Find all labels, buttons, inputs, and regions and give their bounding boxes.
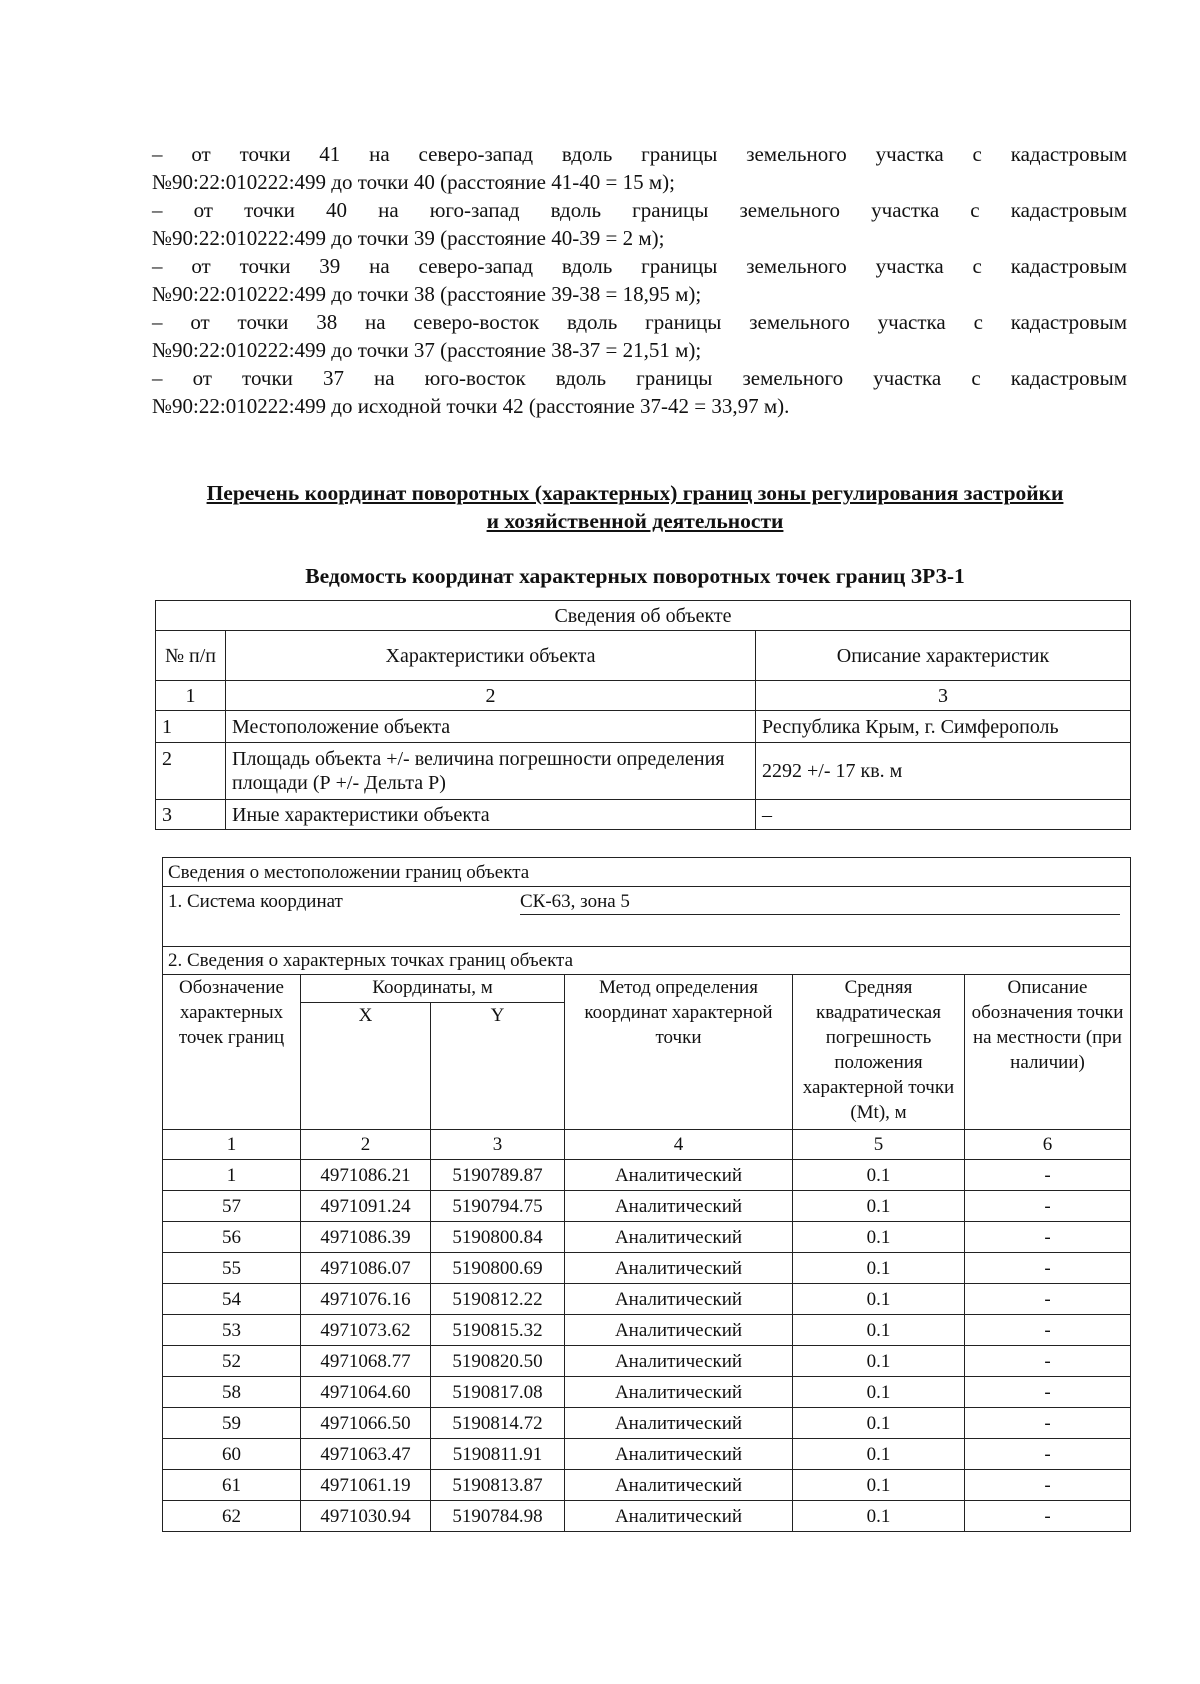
method: Аналитический xyxy=(565,1160,793,1191)
point-description: - xyxy=(965,1222,1131,1253)
row-description: Республика Крым, г. Симферополь xyxy=(756,711,1131,743)
table-row xyxy=(156,743,1131,800)
object-info-table xyxy=(155,600,1131,830)
points-title: 2. Сведения о характерных точках границ объекта xyxy=(163,947,1131,975)
table-row xyxy=(163,1191,1131,1222)
header-coordinates: Координаты, м xyxy=(301,975,565,1003)
coord-system-label: 1. Система координат xyxy=(168,890,343,912)
segment-line-1: – от точки 40 на юго-запад вдоль границы земельного участка с кадастровым xyxy=(152,198,1127,222)
method: Аналитический xyxy=(565,1346,793,1377)
point-description: - xyxy=(965,1439,1131,1470)
header-x: X xyxy=(301,1003,431,1130)
coord-y: 5190817.08 xyxy=(431,1377,565,1408)
method: Аналитический xyxy=(565,1253,793,1284)
coord-system-row xyxy=(163,887,1131,917)
mean-error: 0.1 xyxy=(793,1439,965,1470)
section-heading-line-2: и хозяйственной деятельности xyxy=(486,509,784,533)
header-point-description: Описание обозначения точки на местности (при наличии) xyxy=(965,975,1131,1130)
index-cell: 6 xyxy=(965,1130,1131,1160)
method: Аналитический xyxy=(565,1501,793,1532)
coord-x: 4971066.50 xyxy=(301,1408,431,1439)
points-title-row xyxy=(163,947,1131,975)
segment-line-1: – от точки 38 на северо-восток вдоль границы земельного участка с кадастровым xyxy=(152,310,1127,334)
segment-line-2: №90:22:010222:499 до точки 38 (расстояние 39-38 = 18,95 м); xyxy=(152,282,702,306)
point-description: - xyxy=(965,1470,1131,1501)
row-num: 1 xyxy=(156,711,226,743)
mean-error: 0.1 xyxy=(793,1377,965,1408)
boundary-segment xyxy=(152,252,1127,308)
coord-x: 4971091.24 xyxy=(301,1191,431,1222)
table-row xyxy=(163,1160,1131,1191)
row-characteristic: Иные характеристики объекта xyxy=(226,800,756,830)
header-description: Описание характеристик xyxy=(756,631,1131,681)
coord-y: 5190813.87 xyxy=(431,1470,565,1501)
table-row xyxy=(163,1284,1131,1315)
coord-y: 5190820.50 xyxy=(431,1346,565,1377)
boundary-points-table xyxy=(162,857,1131,1532)
coord-system-value: СК-63, зона 5 xyxy=(520,889,1120,915)
point-description: - xyxy=(965,1160,1131,1191)
point-number: 55 xyxy=(163,1253,301,1284)
table-row xyxy=(163,1501,1131,1532)
table-row xyxy=(156,711,1131,743)
header-method: Метод определения координат характерной точки xyxy=(565,975,793,1130)
mean-error: 0.1 xyxy=(793,1470,965,1501)
boundary-segment xyxy=(152,140,1127,196)
index-cell: 4 xyxy=(565,1130,793,1160)
coord-x: 4971064.60 xyxy=(301,1377,431,1408)
point-number: 62 xyxy=(163,1501,301,1532)
mean-error: 0.1 xyxy=(793,1501,965,1532)
coord-y: 5190811.91 xyxy=(431,1439,565,1470)
point-number: 59 xyxy=(163,1408,301,1439)
segment-line-2: №90:22:010222:499 до точки 37 (расстояние 38-37 = 21,51 м); xyxy=(152,338,702,362)
header-y: Y xyxy=(431,1003,565,1130)
row-num: 3 xyxy=(156,800,226,830)
mean-error: 0.1 xyxy=(793,1253,965,1284)
coord-x: 4971086.07 xyxy=(301,1253,431,1284)
mean-error: 0.1 xyxy=(793,1191,965,1222)
header-error: Средняя квадратическая погрешность положения характерной точки (Mt), м xyxy=(793,975,965,1130)
table-row xyxy=(163,1222,1131,1253)
point-number: 52 xyxy=(163,1346,301,1377)
method: Аналитический xyxy=(565,1470,793,1501)
coord-x: 4971063.47 xyxy=(301,1439,431,1470)
row-description: 2292 +/- 17 кв. м xyxy=(756,743,1131,800)
coord-x: 4971030.94 xyxy=(301,1501,431,1532)
header-num: № п/п xyxy=(156,631,226,681)
segment-line-2: №90:22:010222:499 до точки 40 (расстояние 41-40 = 15 м); xyxy=(152,170,675,194)
coord-y: 5190800.84 xyxy=(431,1222,565,1253)
mean-error: 0.1 xyxy=(793,1284,965,1315)
object-table-title-row xyxy=(156,601,1131,631)
segment-line-1: – от точки 37 на юго-восток вдоль границы земельного участка с кадастровым xyxy=(152,366,1127,390)
boundary-description xyxy=(152,140,1127,420)
index-cell: 1 xyxy=(163,1130,301,1160)
boundary-segment xyxy=(152,364,1127,420)
section-heading xyxy=(140,479,1130,535)
row-num: 2 xyxy=(156,743,226,800)
object-table-index-row xyxy=(156,681,1131,711)
table-row xyxy=(156,800,1131,830)
coord-y: 5190814.72 xyxy=(431,1408,565,1439)
segment-line-2: №90:22:010222:499 до исходной точки 42 (расстояние 37-42 = 33,97 м). xyxy=(152,394,790,418)
boundary-segment xyxy=(152,196,1127,252)
table-row xyxy=(163,1408,1131,1439)
point-number: 53 xyxy=(163,1315,301,1346)
table-row xyxy=(163,1470,1131,1501)
mean-error: 0.1 xyxy=(793,1160,965,1191)
point-description: - xyxy=(965,1346,1131,1377)
header-characteristic: Характеристики объекта xyxy=(226,631,756,681)
point-description: - xyxy=(965,1408,1131,1439)
mean-error: 0.1 xyxy=(793,1315,965,1346)
coord-x: 4971068.77 xyxy=(301,1346,431,1377)
table-row xyxy=(163,1253,1131,1284)
point-number: 60 xyxy=(163,1439,301,1470)
point-description: - xyxy=(965,1253,1131,1284)
point-number: 61 xyxy=(163,1470,301,1501)
points-body xyxy=(163,1160,1131,1532)
point-number: 57 xyxy=(163,1191,301,1222)
point-description: - xyxy=(965,1315,1131,1346)
boundary-title-row xyxy=(163,858,1131,887)
method: Аналитический xyxy=(565,1439,793,1470)
points-index-row xyxy=(163,1130,1131,1160)
coord-x: 4971086.39 xyxy=(301,1222,431,1253)
boundary-segment xyxy=(152,308,1127,364)
point-number: 54 xyxy=(163,1284,301,1315)
index-cell: 3 xyxy=(431,1130,565,1160)
coord-x: 4971061.19 xyxy=(301,1470,431,1501)
object-table-title: Сведения об объекте xyxy=(156,601,1131,631)
row-characteristic: Площадь объекта +/- величина погрешности определения площади (Р +/- Дельта Р) xyxy=(226,743,756,800)
mean-error: 0.1 xyxy=(793,1222,965,1253)
points-header-row xyxy=(163,975,1131,1003)
coord-x: 4971086.21 xyxy=(301,1160,431,1191)
mean-error: 0.1 xyxy=(793,1408,965,1439)
index-cell: 5 xyxy=(793,1130,965,1160)
method: Аналитический xyxy=(565,1377,793,1408)
coord-y: 5190789.87 xyxy=(431,1160,565,1191)
spacer-cell xyxy=(163,917,1131,947)
point-number: 58 xyxy=(163,1377,301,1408)
point-description: - xyxy=(965,1377,1131,1408)
row-characteristic: Местоположение объекта xyxy=(226,711,756,743)
point-number: 1 xyxy=(163,1160,301,1191)
coord-x: 4971076.16 xyxy=(301,1284,431,1315)
object-table-header-row xyxy=(156,631,1131,681)
method: Аналитический xyxy=(565,1315,793,1346)
table-row xyxy=(163,1439,1131,1470)
index-cell: 2 xyxy=(301,1130,431,1160)
method: Аналитический xyxy=(565,1222,793,1253)
index-cell: 1 xyxy=(156,681,226,711)
coord-y: 5190812.22 xyxy=(431,1284,565,1315)
coord-y: 5190800.69 xyxy=(431,1253,565,1284)
header-designation: Обозначение характерных точек границ xyxy=(163,975,301,1130)
segment-line-1: – от точки 41 на северо-запад вдоль границы земельного участка с кадастровым xyxy=(152,142,1127,166)
coord-y: 5190794.75 xyxy=(431,1191,565,1222)
coord-y: 5190784.98 xyxy=(431,1501,565,1532)
point-description: - xyxy=(965,1501,1131,1532)
method: Аналитический xyxy=(565,1284,793,1315)
row-description: – xyxy=(756,800,1131,830)
mean-error: 0.1 xyxy=(793,1346,965,1377)
point-number: 56 xyxy=(163,1222,301,1253)
table-row xyxy=(163,1315,1131,1346)
coord-system-cell xyxy=(163,887,1131,917)
section-heading-line-1: Перечень координат поворотных (характерных) границ зоны регулирования застройки xyxy=(206,481,1064,505)
spacer-row xyxy=(163,917,1131,947)
method: Аналитический xyxy=(565,1408,793,1439)
boundary-table-title: Сведения о местоположении границ объекта xyxy=(163,858,1131,887)
coord-x: 4971073.62 xyxy=(301,1315,431,1346)
method: Аналитический xyxy=(565,1191,793,1222)
table-row xyxy=(163,1377,1131,1408)
index-cell: 3 xyxy=(756,681,1131,711)
segment-line-2: №90:22:010222:499 до точки 39 (расстояние 40-39 = 2 м); xyxy=(152,226,665,250)
coord-y: 5190815.32 xyxy=(431,1315,565,1346)
index-cell: 2 xyxy=(226,681,756,711)
table-row xyxy=(163,1346,1131,1377)
segment-line-1: – от точки 39 на северо-запад вдоль границы земельного участка с кадастровым xyxy=(152,254,1127,278)
point-description: - xyxy=(965,1284,1131,1315)
table-title: Ведомость координат характерных поворотных точек границ ЗРЗ-1 xyxy=(305,564,965,588)
point-description: - xyxy=(965,1191,1131,1222)
